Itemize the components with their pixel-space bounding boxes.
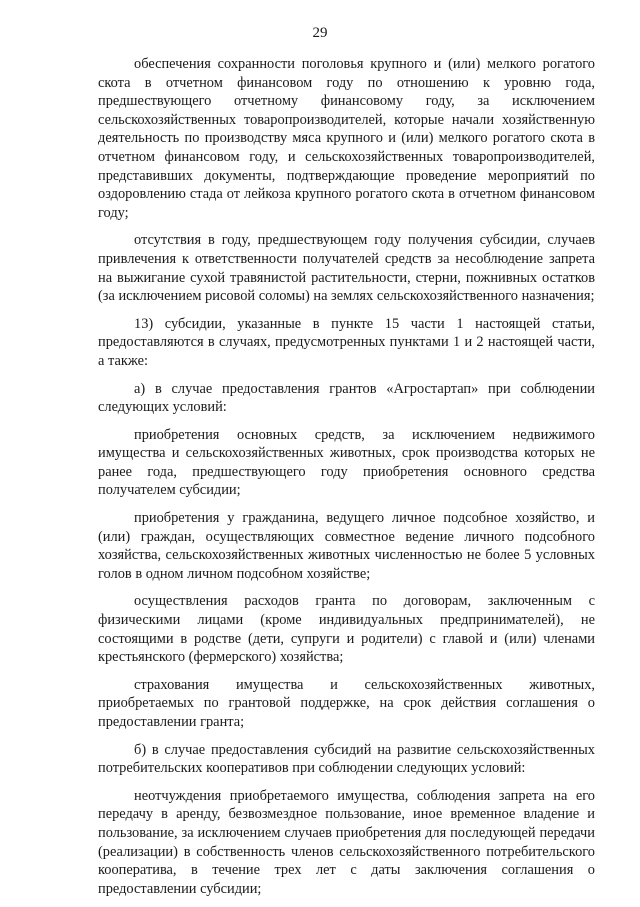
paragraph: осуществления расходов гранта по договорам, заключенным с физическими лицами (кроме индивидуальных предпринимателей), не состоящими в родстве (дети, супруги и родители) с главой и (или) членами крестьянского (фермерского) хозяйства; <box>98 593 595 666</box>
paragraph: а) в случае предоставления грантов «Агростартап» при соблюдении следующих условий: <box>98 380 595 416</box>
paragraph: неотчуждения приобретаемого имущества, соблюдения запрета на его передачу в аренду, безвозмездное пользование, иное временное владение и пользование, за исключением случаев приобретения для последующей передачи (реализации) в собственность членов сельскохозяйственного потребительского кооператива, в течение трех лет с даты заключения соглашения о предоставлении субсидии; <box>98 787 595 897</box>
document-body <box>98 55 595 907</box>
paragraph: 13) субсидии, указанные в пункте 15 части 1 настоящей статьи, предоставляются в случаях, предусмотренных пунктами 1 и 2 настоящей части, а также: <box>98 315 595 369</box>
paragraph: приобретения основных средств, за исключением недвижимого имущества и сельскохозяйственных животных, срок производства которых не ранее года, предшествующего году приобретения основного средства получателем субсидии; <box>98 426 595 499</box>
page-number: 29 <box>312 25 328 41</box>
paragraph: страхования имущества и сельскохозяйственных животных, приобретаемых по грантовой поддержке, на срок действия соглашения о предоставлении гранта; <box>98 676 595 730</box>
paragraph: отсутствия в году, предшествующем году получения субсидии, случаев привлечения к ответственности получателей средств за несоблюдение запрета на выжигание сухой травянистой растительности, стерни, пожнивных остатков (за исключением рисовой соломы) на землях сельскохозяйственного назначения; <box>98 232 595 305</box>
paragraph: б) в случае предоставления субсидий на развитие сельскохозяйственных потребительских кооперативов при соблюдении следующих условий: <box>98 741 595 777</box>
paragraph: приобретения у гражданина, ведущего личное подсобное хозяйство, и (или) граждан, осуществляющих совместное ведение личного подсобного хозяйства, сельскохозяйственных животных численностью не более 5 условных голов в одном личном подсобном хозяйстве; <box>98 510 595 582</box>
paragraph: обеспечения сохранности поголовья крупного и (или) мелкого рогатого скота в отчетном финансовом году по отношению к уровню года, предшествующего отчетному финансовому году, за исключением сельскохозяйственных товаропроизводителей, которые начали хозяйственную деятельность по производству мяса крупного и (или) мелкого рогатого скота в отчетном финансовом году, и сельскохозяйственных товаропроизводителей, представивших документы, подтверждающие проведение мероприятий по оздоровлению стада от лейкоза крупного рогатого скота в отчетном финансовом году; <box>98 56 595 221</box>
